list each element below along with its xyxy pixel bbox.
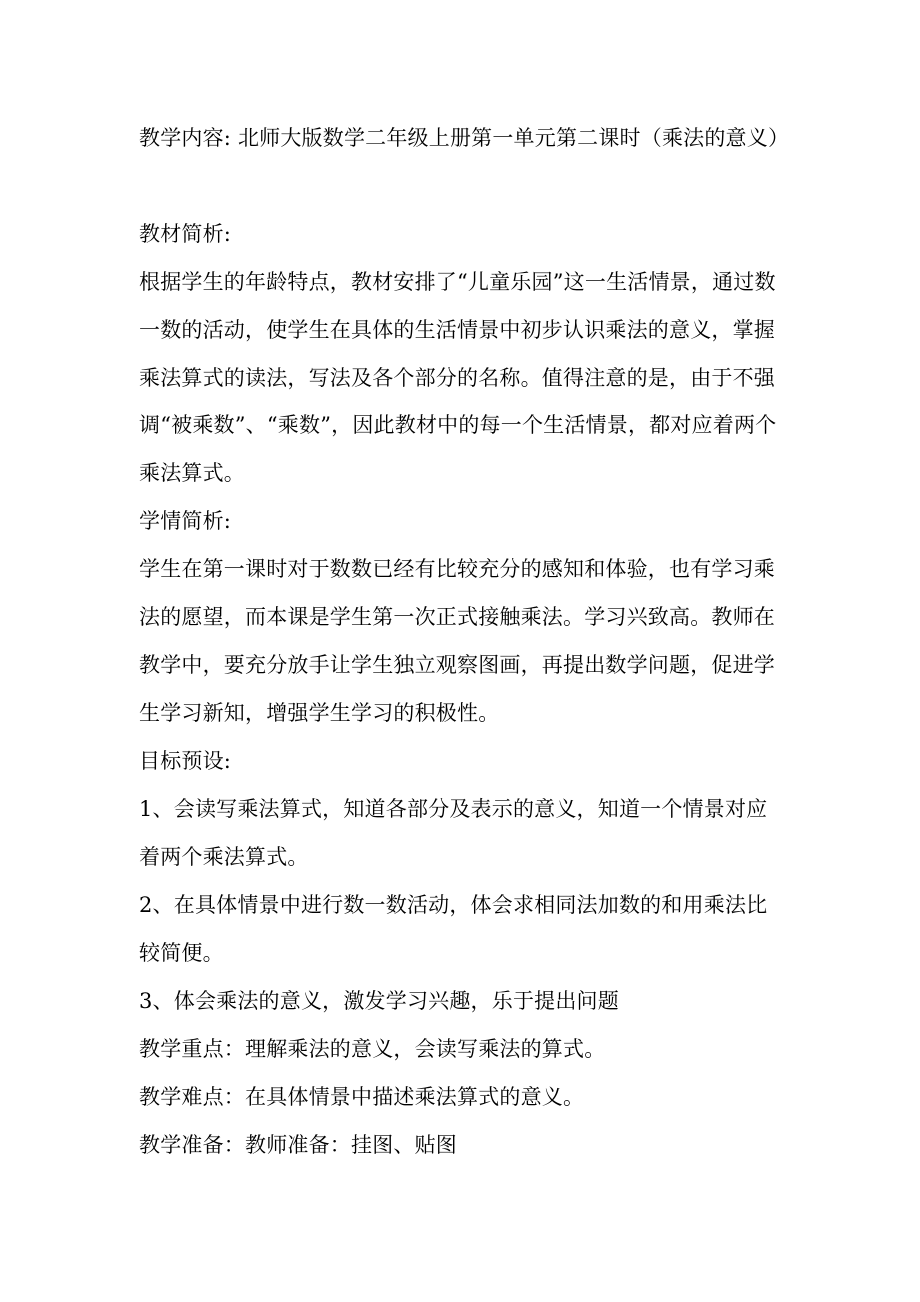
student-analysis-line: 法的愿望，而本课是学生第一次正式接触乘法。学习兴致高。教师在 — [139, 605, 775, 629]
goals-heading: 目标预设: — [139, 749, 232, 773]
textbook-analysis-line: 乘法算式。 — [139, 461, 245, 485]
difficulty-line: 教学难点：在具体情景中描述乘法算式的意义。 — [139, 1085, 585, 1109]
textbook-analysis-line: 根据学生的年龄特点，教材安排了“儿童乐园”这一生活情景，通过数 — [139, 270, 776, 294]
key-point-line: 教学重点：理解乘法的意义，会读写乘法的算式。 — [139, 1037, 606, 1061]
goal-1-line: 1、会读写乘法算式，知道各部分及表示的意义，知道一个情景对应 — [139, 797, 768, 821]
textbook-analysis-heading: 教材简析: — [139, 222, 232, 246]
textbook-analysis-line: 调“被乘数”、“乘数”，因此教材中的每一个生活情景，都对应着两个 — [139, 413, 777, 437]
goal-2-line: 较简便。 — [139, 941, 224, 965]
student-analysis-heading: 学情简析: — [139, 509, 232, 533]
goal-2-line: 2、在具体情景中进行数一数活动，体会求相同法加数的和用乘法比 — [139, 893, 768, 917]
textbook-analysis-line: 乘法算式的读法，写法及各个部分的名称。值得注意的是，由于不强 — [139, 366, 775, 390]
goal-3-line: 3、体会乘法的意义，激发学习兴趣，乐于提出问题 — [139, 989, 619, 1013]
student-analysis-line: 学生在第一课时对于数数已经有比较充分的感知和体验，也有学习乘 — [139, 557, 775, 581]
student-analysis-line: 生学习新知，增强学生学习的积极性。 — [139, 701, 500, 725]
teaching-content-line: 教学内容: 北师大版数学二年级上册第一单元第二课时（乘法的意义） — [139, 126, 790, 150]
student-analysis-line: 教学中，要充分放手让学生独立观察图画，再提出数学问题，促进学 — [139, 653, 775, 677]
preparation-line: 教学准备：教师准备：挂图、贴图 — [139, 1133, 457, 1157]
goal-1-line: 着两个乘法算式。 — [139, 845, 309, 869]
textbook-analysis-line: 一数的活动，使学生在具体的生活情景中初步认识乘法的意义，掌握 — [139, 318, 775, 342]
